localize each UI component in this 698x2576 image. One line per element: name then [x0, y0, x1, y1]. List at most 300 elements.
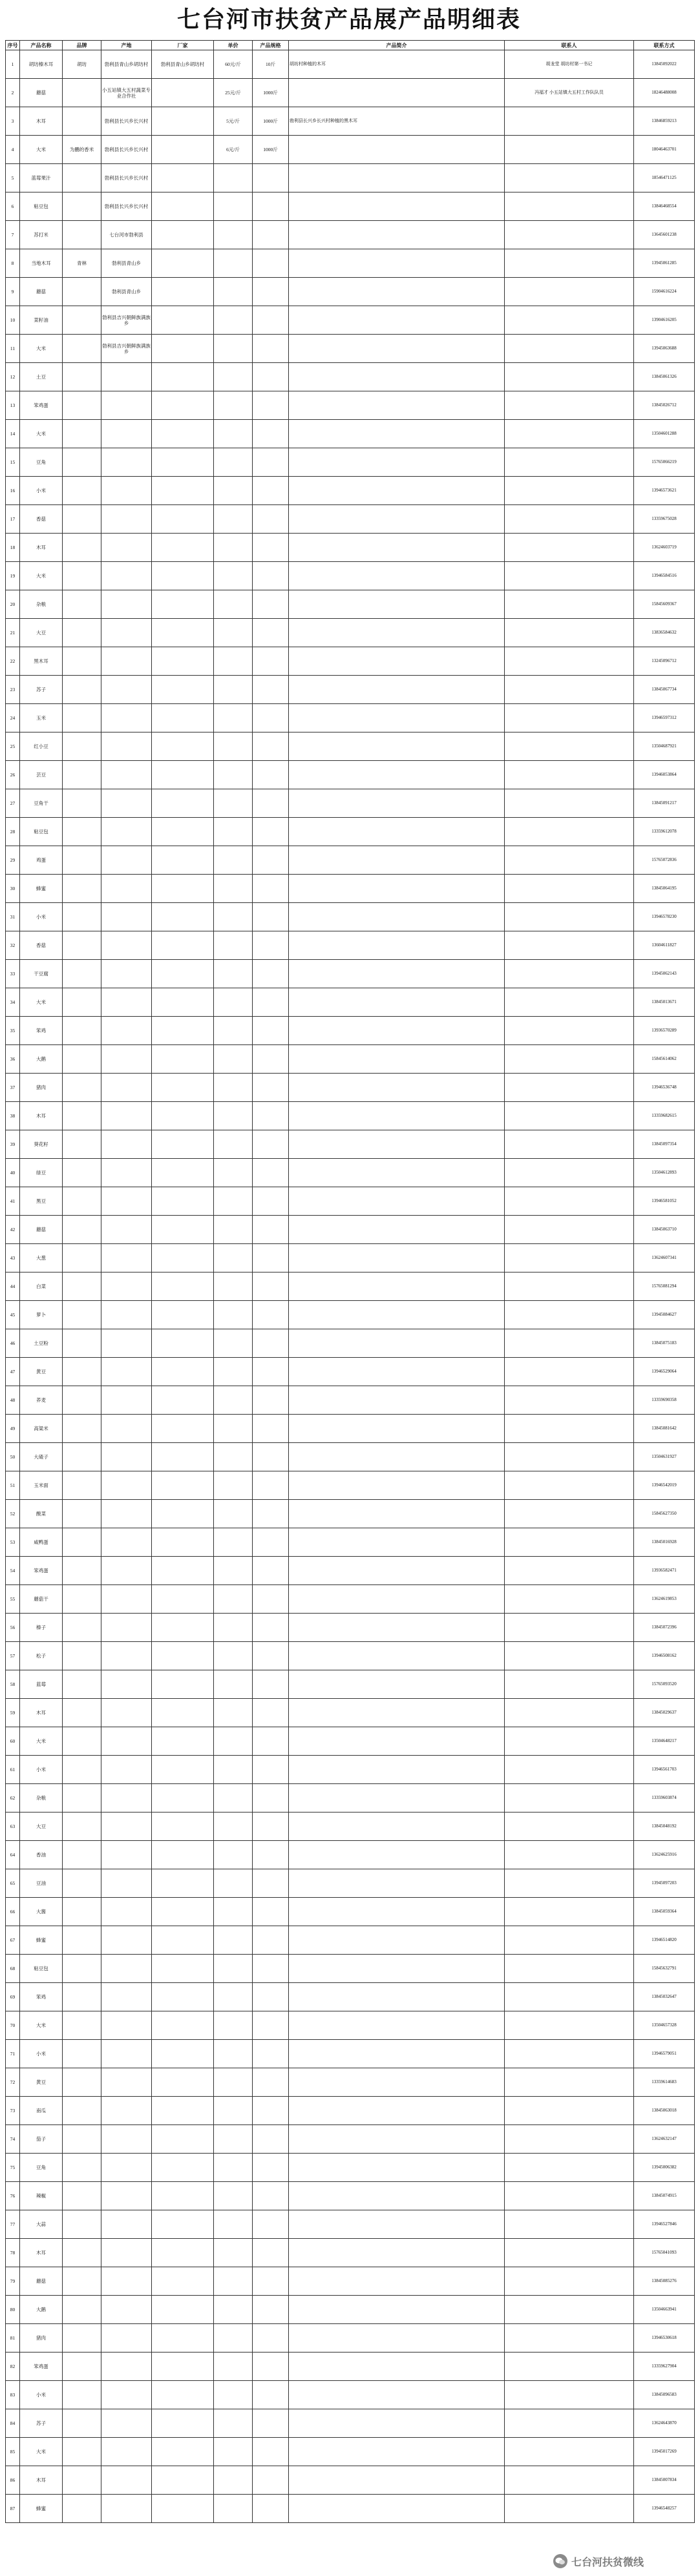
cell-contact [505, 1187, 634, 1216]
cell-origin [101, 1244, 152, 1272]
cell-index: 44 [6, 1272, 20, 1301]
cell-description [289, 1301, 505, 1329]
table-row [6, 221, 695, 249]
table-row [6, 1471, 695, 1500]
cell-manufacturer [152, 2154, 214, 2182]
cell-origin: 七台河市勃利县 [101, 221, 152, 249]
cell-origin: 勃利县长兴乡长兴村 [101, 164, 152, 192]
cell-manufacturer [152, 1017, 214, 1045]
cell-index: 61 [6, 1756, 20, 1784]
cell-description [289, 647, 505, 676]
cell-description [289, 1955, 505, 1983]
cell-brand [63, 1926, 101, 1955]
cell-unit-price [214, 1841, 253, 1869]
cell-phone: 13936582471 [634, 1557, 695, 1585]
cell-spec [253, 2154, 289, 2182]
cell-spec [253, 1699, 289, 1727]
header-brand: 品牌 [63, 41, 101, 50]
cell-spec [253, 2239, 289, 2267]
cell-contact [505, 903, 634, 931]
cell-description [289, 2466, 505, 2495]
cell-spec [253, 2182, 289, 2210]
cell-origin [101, 2068, 152, 2097]
cell-index: 18 [6, 534, 20, 562]
cell-unit-price [214, 1813, 253, 1841]
cell-product-name: 土豆 [20, 363, 63, 391]
cell-index: 56 [6, 1614, 20, 1642]
cell-phone: 13946584516 [634, 562, 695, 590]
cell-product-name: 辣椒 [20, 2182, 63, 2210]
cell-spec [253, 1841, 289, 1869]
cell-spec [253, 1130, 289, 1159]
cell-spec [253, 1216, 289, 1244]
cell-unit-price [214, 1471, 253, 1500]
cell-contact [505, 1983, 634, 2011]
cell-origin [101, 2324, 152, 2353]
cell-unit-price [214, 590, 253, 619]
cell-description [289, 2182, 505, 2210]
table-row [6, 164, 695, 192]
cell-brand [63, 1955, 101, 1983]
cell-origin [101, 1756, 152, 1784]
cell-phone: 13936570289 [634, 1017, 695, 1045]
cell-brand [63, 1727, 101, 1756]
cell-description [289, 2239, 505, 2267]
cell-contact [505, 846, 634, 875]
cell-phone: 13604611827 [634, 931, 695, 960]
cell-manufacturer [152, 676, 214, 704]
cell-manufacturer [152, 732, 214, 761]
cell-index: 52 [6, 1500, 20, 1528]
cell-index: 59 [6, 1699, 20, 1727]
cell-origin [101, 1130, 152, 1159]
cell-description [289, 931, 505, 960]
cell-brand [63, 2125, 101, 2154]
cell-product-name: 猪肉 [20, 1074, 63, 1102]
cell-origin: 勃利县长兴乡长兴村 [101, 107, 152, 136]
cell-phone: 13946508162 [634, 1642, 695, 1670]
cell-product-name: 小米 [20, 1756, 63, 1784]
cell-unit-price [214, 1358, 253, 1386]
cell-phone: 13945017269 [634, 2438, 695, 2466]
cell-manufacturer [152, 562, 214, 590]
cell-unit-price [214, 2097, 253, 2125]
cell-origin [101, 1557, 152, 1585]
watermark [553, 2553, 689, 2570]
table-row [6, 1415, 695, 1443]
cell-origin [101, 988, 152, 1017]
table-row [6, 846, 695, 875]
cell-unit-price [214, 306, 253, 335]
cell-unit-price [214, 676, 253, 704]
cell-spec [253, 363, 289, 391]
cell-spec [253, 2409, 289, 2438]
cell-product-name: 大米 [20, 136, 63, 164]
cell-origin [101, 619, 152, 647]
cell-phone: 13845059364 [634, 1898, 695, 1926]
cell-origin [101, 2438, 152, 2466]
cell-spec [253, 1670, 289, 1699]
cell-spec [253, 1301, 289, 1329]
cell-spec: 10斤 [253, 50, 289, 79]
cell-spec [253, 789, 289, 818]
cell-product-name: 菜籽油 [20, 306, 63, 335]
cell-description [289, 1216, 505, 1244]
cell-spec [253, 1955, 289, 1983]
cell-index: 38 [6, 1102, 20, 1130]
cell-description [289, 1614, 505, 1642]
cell-product-name: 豆角 [20, 448, 63, 477]
cell-spec [253, 1415, 289, 1443]
cell-phone: 13945084627 [634, 1301, 695, 1329]
cell-spec [253, 2267, 289, 2296]
cell-unit-price: 60元/斤 [214, 50, 253, 79]
cell-spec [253, 249, 289, 278]
table-row [6, 1670, 695, 1699]
cell-spec [253, 647, 289, 676]
cell-product-name: 萝卜 [20, 1301, 63, 1329]
cell-spec [253, 1045, 289, 1074]
cell-unit-price [214, 1926, 253, 1955]
cell-index: 43 [6, 1244, 20, 1272]
cell-phone: 13504631927 [634, 1443, 695, 1471]
cell-manufacturer [152, 1756, 214, 1784]
cell-brand [63, 619, 101, 647]
cell-index: 15 [6, 448, 20, 477]
cell-phone: 15765093520 [634, 1670, 695, 1699]
cell-brand [63, 335, 101, 363]
cell-index: 79 [6, 2267, 20, 2296]
cell-product-name: 笨鸡蛋 [20, 391, 63, 420]
table-row [6, 249, 695, 278]
cell-unit-price [214, 505, 253, 534]
cell-origin [101, 1898, 152, 1926]
cell-index: 42 [6, 1216, 20, 1244]
cell-index: 8 [6, 249, 20, 278]
cell-index: 80 [6, 2296, 20, 2324]
cell-index: 24 [6, 704, 20, 732]
cell-description [289, 136, 505, 164]
cell-manufacturer [152, 477, 214, 505]
cell-unit-price [214, 1699, 253, 1727]
cell-manufacturer [152, 2381, 214, 2409]
cell-unit-price [214, 391, 253, 420]
cell-contact [505, 192, 634, 221]
table-row [6, 363, 695, 391]
cell-description [289, 1528, 505, 1557]
cell-description [289, 875, 505, 903]
cell-brand [63, 903, 101, 931]
cell-origin [101, 2239, 152, 2267]
cell-index: 22 [6, 647, 20, 676]
cell-brand [63, 420, 101, 448]
cell-contact [505, 420, 634, 448]
cell-spec [253, 1983, 289, 2011]
cell-product-name: 豆角 [20, 2154, 63, 2182]
cell-spec: 1000斤 [253, 136, 289, 164]
cell-product-name: 大米 [20, 2438, 63, 2466]
table-row [6, 590, 695, 619]
cell-index: 21 [6, 619, 20, 647]
cell-spec [253, 505, 289, 534]
cell-contact [505, 818, 634, 846]
cell-index: 58 [6, 1670, 20, 1699]
cell-contact [505, 732, 634, 761]
cell-manufacturer [152, 448, 214, 477]
cell-product-name: 笨鸡 [20, 1017, 63, 1045]
cell-description [289, 79, 505, 107]
header-index: 序号 [6, 41, 20, 50]
cell-phone: 13945063688 [634, 335, 695, 363]
cell-manufacturer [152, 2296, 214, 2324]
cell-product-name: 黄豆 [20, 2068, 63, 2097]
cell-unit-price [214, 1272, 253, 1301]
cell-product-name: 小米 [20, 903, 63, 931]
cell-product-name: 小米 [20, 477, 63, 505]
cell-brand [63, 1159, 101, 1187]
cell-description [289, 1898, 505, 1926]
cell-contact: 胡龙堂 胡坊村第一书记 [505, 50, 634, 79]
cell-brand [63, 1329, 101, 1358]
cell-product-name: 小米 [20, 2381, 63, 2409]
cell-index: 25 [6, 732, 20, 761]
cell-product-name: 木耳 [20, 2239, 63, 2267]
table-row [6, 50, 695, 79]
cell-product-name: 苏子 [20, 676, 63, 704]
cell-description [289, 534, 505, 562]
cell-manufacturer [152, 960, 214, 988]
cell-product-name: 胡坊榛木耳 [20, 50, 63, 79]
cell-brand [63, 931, 101, 960]
cell-origin [101, 562, 152, 590]
cell-index: 46 [6, 1329, 20, 1358]
cell-brand [63, 1557, 101, 1585]
table-row [6, 1642, 695, 1670]
cell-contact [505, 676, 634, 704]
cell-brand [63, 2438, 101, 2466]
cell-index: 12 [6, 363, 20, 391]
cell-brand [63, 1017, 101, 1045]
cell-contact [505, 1102, 634, 1130]
cell-index: 87 [6, 2495, 20, 2523]
cell-contact [505, 136, 634, 164]
cell-manufacturer [152, 875, 214, 903]
cell-product-name: 杂粮 [20, 590, 63, 619]
cell-spec [253, 1756, 289, 1784]
cell-phone: 13359603874 [634, 1784, 695, 1813]
cell-contact [505, 2182, 634, 2210]
cell-origin [101, 2011, 152, 2040]
cell-phone: 13504657328 [634, 2011, 695, 2040]
cell-spec [253, 619, 289, 647]
cell-product-name: 豆油 [20, 1869, 63, 1898]
cell-phone: 15765072836 [634, 846, 695, 875]
table-row [6, 1528, 695, 1557]
cell-contact [505, 1159, 634, 1187]
cell-manufacturer [152, 505, 214, 534]
cell-manufacturer [152, 2495, 214, 2523]
cell-unit-price [214, 448, 253, 477]
cell-description [289, 1500, 505, 1528]
cell-product-name: 猪肉 [20, 2324, 63, 2353]
cell-origin [101, 448, 152, 477]
cell-unit-price [214, 2296, 253, 2324]
cell-manufacturer [152, 1614, 214, 1642]
table-row [6, 1500, 695, 1528]
cell-contact [505, 1074, 634, 1102]
table-row [6, 1443, 695, 1471]
cell-spec [253, 704, 289, 732]
cell-brand [63, 2068, 101, 2097]
cell-origin [101, 1159, 152, 1187]
cell-product-name: 笨鸡蛋 [20, 1557, 63, 1585]
cell-description [289, 2154, 505, 2182]
cell-description [289, 1557, 505, 1585]
cell-spec [253, 761, 289, 789]
cell-phone: 18046463701 [634, 136, 695, 164]
cell-unit-price [214, 2495, 253, 2523]
cell-description: 胡坊村种植的木耳 [289, 50, 505, 79]
table-row [6, 1813, 695, 1841]
cell-brand [63, 1841, 101, 1869]
cell-unit-price [214, 249, 253, 278]
cell-product-name: 大碴子 [20, 1443, 63, 1471]
cell-origin [101, 391, 152, 420]
cell-index: 30 [6, 875, 20, 903]
cell-product-name: 小米 [20, 2040, 63, 2068]
cell-brand [63, 534, 101, 562]
cell-index: 60 [6, 1727, 20, 1756]
cell-contact [505, 448, 634, 477]
cell-description [289, 1386, 505, 1415]
cell-product-name: 蜂蜜 [20, 875, 63, 903]
cell-phone: 15765066219 [634, 448, 695, 477]
cell-spec [253, 960, 289, 988]
cell-origin [101, 1784, 152, 1813]
cell-description [289, 903, 505, 931]
cell-unit-price [214, 988, 253, 1017]
cell-brand [63, 1244, 101, 1272]
cell-description [289, 676, 505, 704]
header-contact: 联系人 [505, 41, 634, 50]
table-row [6, 1983, 695, 2011]
cell-unit-price [214, 2381, 253, 2409]
cell-contact [505, 1955, 634, 1983]
cell-manufacturer [152, 2210, 214, 2239]
cell-manufacturer [152, 1244, 214, 1272]
cell-origin [101, 761, 152, 789]
cell-brand [63, 761, 101, 789]
cell-manufacturer [152, 1329, 214, 1358]
cell-product-name: 大米 [20, 420, 63, 448]
header-phone: 联系方式 [634, 41, 695, 50]
cell-unit-price [214, 761, 253, 789]
cell-origin: 勃利县吉兴朝鲜族满族乡 [101, 306, 152, 335]
cell-origin [101, 676, 152, 704]
cell-description [289, 1358, 505, 1386]
cell-product-name: 大鹅 [20, 1045, 63, 1074]
cell-origin [101, 732, 152, 761]
cell-brand [63, 1585, 101, 1614]
cell-spec [253, 164, 289, 192]
cell-product-name: 茄子 [20, 2125, 63, 2154]
cell-phone: 13359690358 [634, 1386, 695, 1415]
cell-description [289, 704, 505, 732]
cell-manufacturer [152, 1045, 214, 1074]
cell-description [289, 2267, 505, 2296]
cell-unit-price [214, 1955, 253, 1983]
cell-index: 62 [6, 1784, 20, 1813]
cell-index: 33 [6, 960, 20, 988]
cell-index: 6 [6, 192, 20, 221]
cell-manufacturer [152, 1074, 214, 1102]
cell-unit-price [214, 2324, 253, 2353]
cell-phone: 13845061326 [634, 363, 695, 391]
cell-product-name: 大葱 [20, 1244, 63, 1272]
cell-phone: 13946597312 [634, 704, 695, 732]
cell-manufacturer [152, 306, 214, 335]
table-row [6, 1926, 695, 1955]
cell-brand [63, 562, 101, 590]
cell-phone: 13845007834 [634, 2466, 695, 2495]
cell-description [289, 2097, 505, 2125]
cell-description [289, 1841, 505, 1869]
table-row [6, 136, 695, 164]
cell-origin [101, 2097, 152, 2125]
table-row [6, 391, 695, 420]
table-row [6, 1301, 695, 1329]
cell-description [289, 2011, 505, 2040]
cell-brand [63, 79, 101, 107]
cell-contact [505, 363, 634, 391]
cell-index: 2 [6, 79, 20, 107]
cell-contact [505, 1415, 634, 1443]
cell-contact [505, 875, 634, 903]
cell-brand [63, 1045, 101, 1074]
cell-index: 32 [6, 931, 20, 960]
cell-phone: 13359675028 [634, 505, 695, 534]
cell-phone: 13845026712 [634, 391, 695, 420]
cell-brand [63, 1216, 101, 1244]
cell-unit-price [214, 278, 253, 306]
cell-brand [63, 2324, 101, 2353]
cell-spec [253, 2125, 289, 2154]
cell-phone: 13624603719 [634, 534, 695, 562]
cell-description [289, 846, 505, 875]
cell-index: 81 [6, 2324, 20, 2353]
table-row [6, 2239, 695, 2267]
cell-description [289, 988, 505, 1017]
cell-brand [63, 1983, 101, 2011]
cell-origin [101, 2182, 152, 2210]
cell-contact [505, 2011, 634, 2040]
cell-unit-price [214, 1670, 253, 1699]
cell-manufacturer [152, 1386, 214, 1415]
cell-manufacturer: 勃利县青山乡胡坊村 [152, 50, 214, 79]
cell-index: 64 [6, 1841, 20, 1869]
cell-manufacturer [152, 1898, 214, 1926]
cell-contact [505, 2267, 634, 2296]
cell-manufacturer [152, 164, 214, 192]
cell-manufacturer [152, 761, 214, 789]
table-row [6, 2353, 695, 2381]
cell-product-name: 白菜 [20, 1272, 63, 1301]
product-table [5, 40, 695, 2523]
cell-origin [101, 590, 152, 619]
cell-brand [63, 1443, 101, 1471]
cell-description [289, 1244, 505, 1272]
cell-description [289, 221, 505, 249]
